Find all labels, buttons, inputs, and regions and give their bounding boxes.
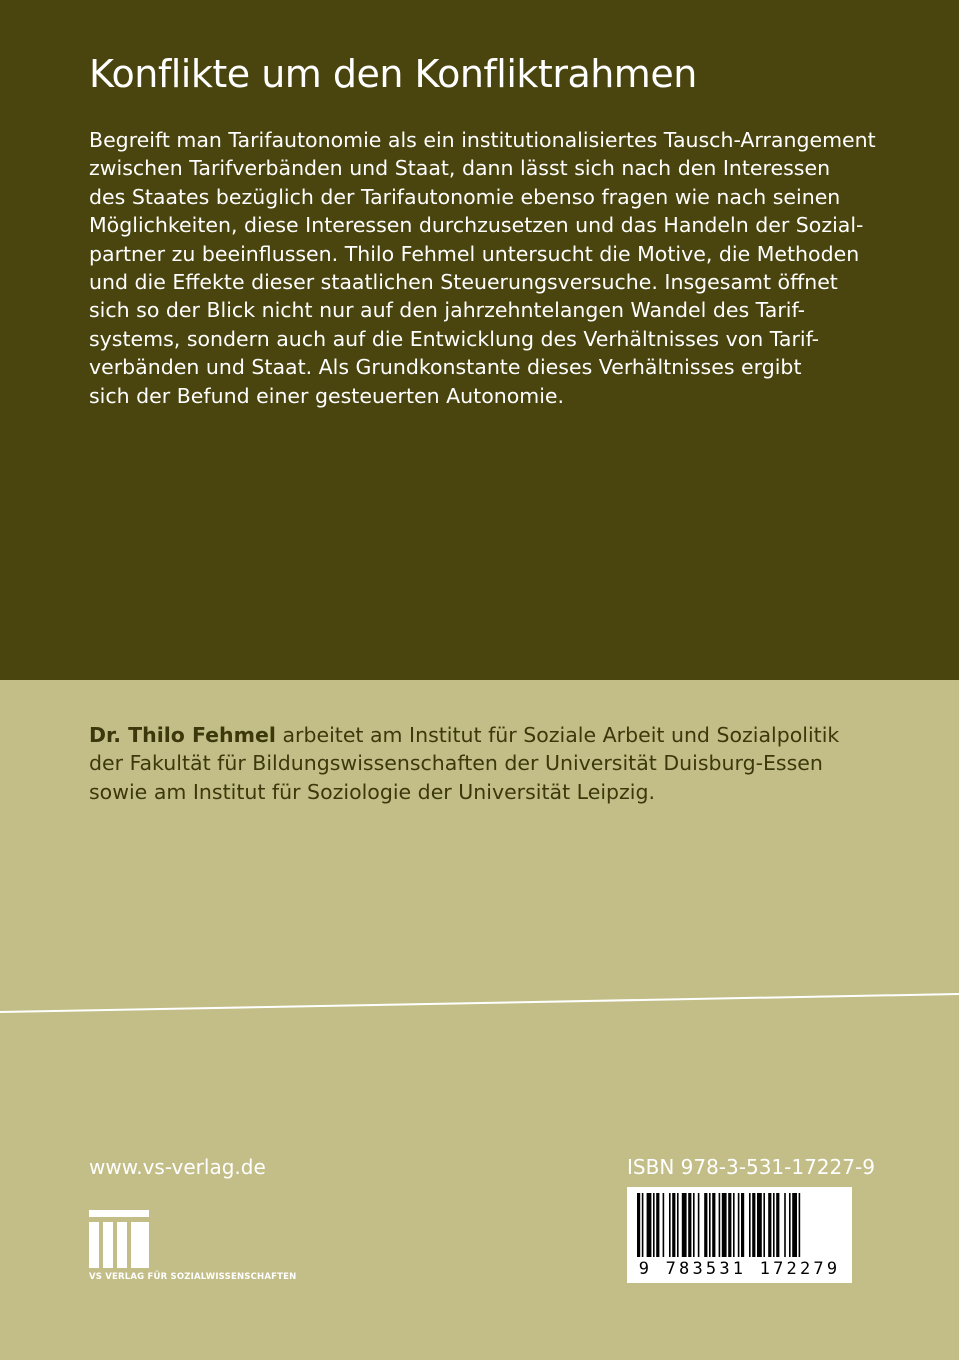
blurb-line: sich so der Blick nicht nur auf den jahrzehntelangen Wandel des Tarif-	[89, 298, 805, 323]
barcode-bar	[799, 1193, 801, 1257]
barcode-bar	[733, 1193, 735, 1257]
author-bio-line: der Fakultät für Bildungswissenschaften der Universität Duisburg-Essen	[89, 751, 823, 776]
barcode-bar	[776, 1193, 779, 1257]
blurb-line: des Staates bezüglich der Tarifautonomie ebenso fragen wie nach seinen	[89, 184, 841, 209]
blurb-line: systems, sondern auch auf die Entwicklung des Verhältnisses von Tarif-	[89, 326, 820, 351]
author-bio	[89, 721, 909, 806]
diagonal-divider-line	[0, 962, 959, 1014]
barcode-bar	[749, 1193, 751, 1257]
barcode-bar	[656, 1193, 659, 1257]
barcode-bar	[768, 1193, 771, 1257]
barcode-bar	[741, 1193, 744, 1257]
barcode-bar	[738, 1193, 740, 1257]
author-name: Dr. Thilo Fehmel	[89, 723, 276, 747]
barcode-bar	[653, 1193, 655, 1257]
barcode-bar	[672, 1193, 675, 1257]
barcode-bar	[752, 1193, 755, 1257]
book-blurb	[89, 126, 889, 410]
barcode-bar	[663, 1193, 665, 1257]
barcode-bar	[789, 1193, 791, 1257]
barcode-bar	[647, 1193, 652, 1257]
blurb-line: und die Effekte dieser staatlichen Steuerungsversuche. Insgesamt öffnet	[89, 270, 838, 295]
barcode-bar	[722, 1193, 727, 1257]
blurb-line: zwischen Tarifverbänden und Staat, dann lässt sich nach den Interessen	[89, 156, 831, 181]
book-title: Konflikte um den Konfliktrahmen	[89, 52, 697, 96]
barcode-bar	[757, 1193, 762, 1257]
barcode-bar	[669, 1193, 671, 1257]
blurb-line: partner zu beeinflussen. Thilo Fehmel untersucht die Motive, die Methoden	[89, 241, 860, 266]
barcode-bar	[688, 1193, 691, 1257]
barcode-bar	[784, 1193, 786, 1257]
barcode-digits: 9 783531 172279	[638, 1259, 841, 1279]
barcode-bar	[642, 1193, 644, 1257]
barcode-bar	[719, 1193, 721, 1257]
barcode-bar	[792, 1193, 797, 1257]
barcode-bar	[728, 1193, 731, 1257]
barcode-bar	[677, 1193, 679, 1257]
author-bio-line	[89, 721, 909, 749]
barcode-bar	[698, 1193, 700, 1257]
author-bio-line: sowie am Institut für Soziologie der Universität Leipzig.	[89, 779, 656, 804]
blurb-line: sich der Befund einer gesteuerten Autonomie.	[89, 383, 565, 408]
barcode-bar	[637, 1193, 640, 1257]
barcode-bar	[704, 1193, 707, 1257]
publisher-website[interactable]: www.vs-verlag.de	[89, 1155, 266, 1179]
barcode	[627, 1187, 852, 1283]
blurb-line: Möglichkeiten, diese Interessen durchzusetzen und das Handeln der Sozial-	[89, 213, 864, 238]
barcode-bar	[709, 1193, 711, 1257]
barcode-bar	[693, 1193, 695, 1257]
blurb-line: Begreift man Tarifautonomie als ein institutionalisiertes Tausch-Arrangement	[89, 128, 876, 152]
author-bio-text: arbeitet am Institut für Soziale Arbeit und Sozialpolitik	[275, 723, 840, 747]
barcode-bar	[712, 1193, 715, 1257]
publisher-logo-icon	[89, 1210, 149, 1268]
isbn-label: ISBN 978-3-531-17227-9	[627, 1155, 875, 1179]
barcode-bar	[682, 1193, 687, 1257]
publisher-logo-text: VS VERLAG FÜR SOZIALWISSENSCHAFTEN	[89, 1272, 297, 1282]
blurb-line: verbänden und Staat. Als Grundkonstante dieses Verhältnisses ergibt	[89, 355, 802, 380]
barcode-bar	[773, 1193, 775, 1257]
barcode-bar	[763, 1193, 765, 1257]
